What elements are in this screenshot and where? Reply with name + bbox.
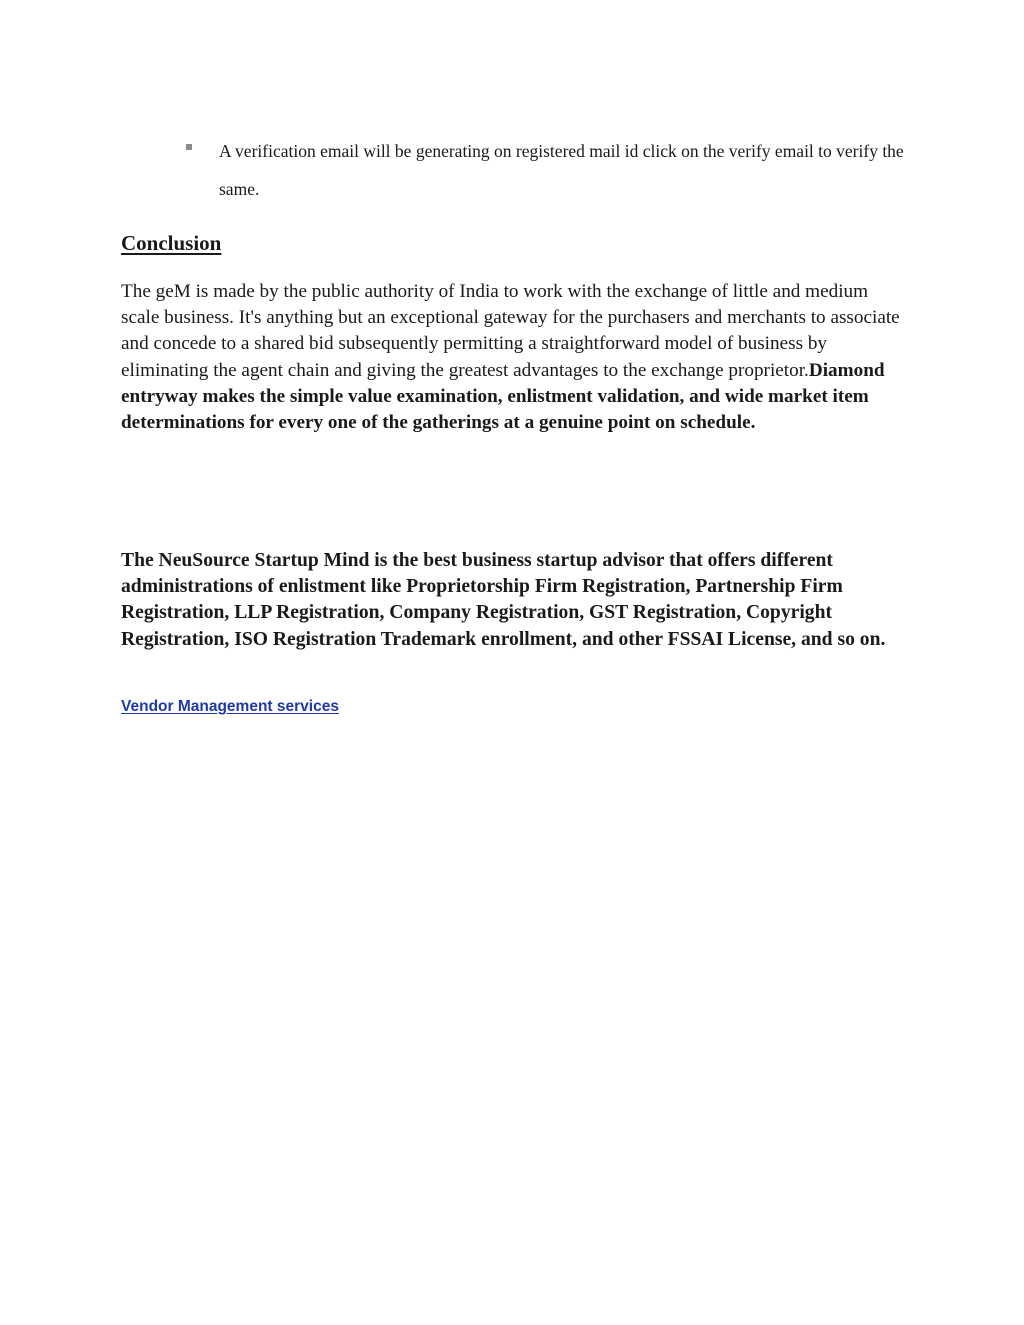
conclusion-paragraph — [121, 279, 911, 436]
vendor-management-link[interactable]: Vendor Management services — [121, 698, 339, 715]
conclusion-heading: Conclusion — [121, 231, 222, 255]
conclusion-text-bold: Diamond entryway makes the simple value examination, enlistment validation, and wide market item determinations for every one of the gatherings at a genuine point on schedule. — [121, 359, 885, 434]
bullet-text: A verification email will be generating on registered mail id click on the verify email to verify the same. — [219, 141, 904, 199]
conclusion-text-regular: The geM is made by the public authority of India to work with the exchange of little and medium scale business. It's anything but an exceptional gateway for the purchasers and merchants to associate and concede to a shared bid subsequently permitting a straightforward model of business by eliminating the agent chain and giving the greatest advantages to the exchange proprietor. — [121, 281, 900, 381]
advisor-paragraph: The NeuSource Startup Mind is the best business startup advisor that offers different administrations of enlistment like Proprietorship Firm Registration, Partnership Firm Registration, LLP Registration, Company Registration, GST Registration, Copyright Registration, ISO Registration Trademark enrollment, and other FSSAI License, and so on. — [121, 550, 886, 650]
square-bullet-icon — [186, 144, 192, 150]
